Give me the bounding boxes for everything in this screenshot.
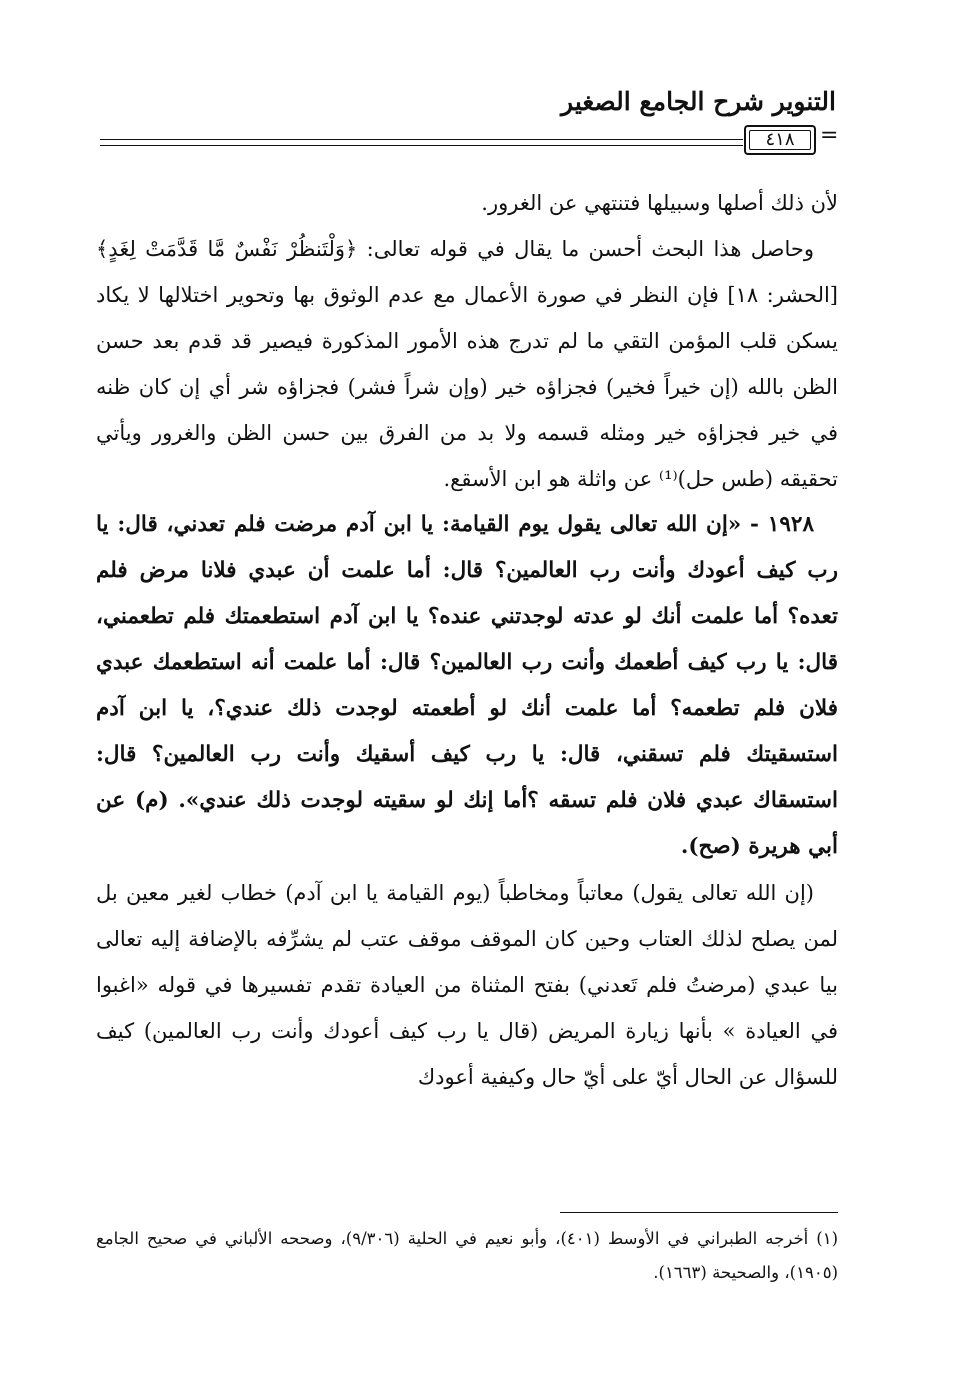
- footnote-1: (١) أخرجه الطبراني في الأوسط (٤٠١)، وأبو نعيم في الحلية (٩/٣٠٦)، وصححه الألباني في صحيح الجامع (١٩٠٥)، والصحيحة (١٦٦٣).: [96, 1229, 838, 1282]
- page-number: [744, 125, 816, 155]
- header-rule-bottom: [100, 145, 743, 146]
- header-ornament: =: [820, 123, 839, 148]
- paragraph-1: لأن ذلك أصلها وسبيلها فتنتهي عن الغرور.: [481, 191, 838, 215]
- main-text: [96, 180, 838, 1100]
- page-number-text: ٤١٨: [765, 129, 795, 150]
- hadith-paragraph: ١٩٢٨ - «إن الله تعالى يقول يوم القيامة: يا ابن آدم مرضت فلم تعدني، قال: يا رب كيف أعودك وأنت رب العالمين؟ قال: أما علمت أن عبدي فلانا مرض فلم تعده؟ أما علمت أنك لو عدته لوجدتني عنده؟ يا ابن آدم استطعمتك فلم تطعمني، قال: يا رب كيف أطعمك وأنت رب العالمين؟ قال: أما علمت أنه استطعمك عبدي فلان فلم تطعمه؟ أما علمت أنك لو أطعمته لوجدت ذلك عندي؟، يا ابن آدم استسقيتك فلم تسقني، قال: يا رب كيف أسقيك وأنت رب العالمين؟ قال: استسقاك عبدي فلان فلم تسقه ؟أما إنك لو سقيته لوجدت ذلك عندي». (م) عن أبي هريرة (صح).: [96, 512, 838, 859]
- paragraph-4: (إن الله تعالى يقول) معاتباً ومخاطباً (يوم القيامة يا ابن آدم) خطاب لغير معين بل لمن يصلح لذلك العتاب وحين كان الموقف موقف عتب لم يشرِّفه بالإضافة إليه تعالى بيا عبدي (مرضتُ فلم تَعدني) بفتح المثناة من العيادة تقدم تفسيرها في قوله «اغبوا في العيادة » بأنها زيارة المريض (قال يا رب كيف أعودك وأنت رب العالمين) كيف للسؤال عن الحال أيّ على أيّ حال وكيفية أعودك: [96, 881, 838, 1089]
- paragraph-2: وحاصل هذا البحث أحسن ما يقال في قوله تعالى: ﴿وَلْتَنظُرْ نَفْسٌ مَّا قَدَّمَتْ لِغَدٍ﴾ [الحشر: ١٨] فإن النظر في صورة الأعمال مع عدم الوثوق بها وتحوير اختلالها لا يكاد يسكن قلب المؤمن التقي ما لم تدرج هذه الأمور المذكورة فيصير قد قدم بعد حسن الظن بالله (إن خيراً فخير) فجزاؤه خير (وإن شراً فشر) فجزاؤه شر أي إن كان ظنه في خير فجزاؤه خير ومثله قسمه ولا بد من الفرق بين حسن الظن والغرور ويأتي تحقيقه (طس حل)⁽¹⁾ عن واثلة هو ابن الأسقع.: [96, 237, 839, 491]
- footnotes: [96, 1222, 838, 1290]
- footnote-separator: [560, 1212, 838, 1213]
- running-title: التنوير شرح الجامع الصغير: [561, 87, 836, 116]
- header-rule-top: [100, 139, 743, 140]
